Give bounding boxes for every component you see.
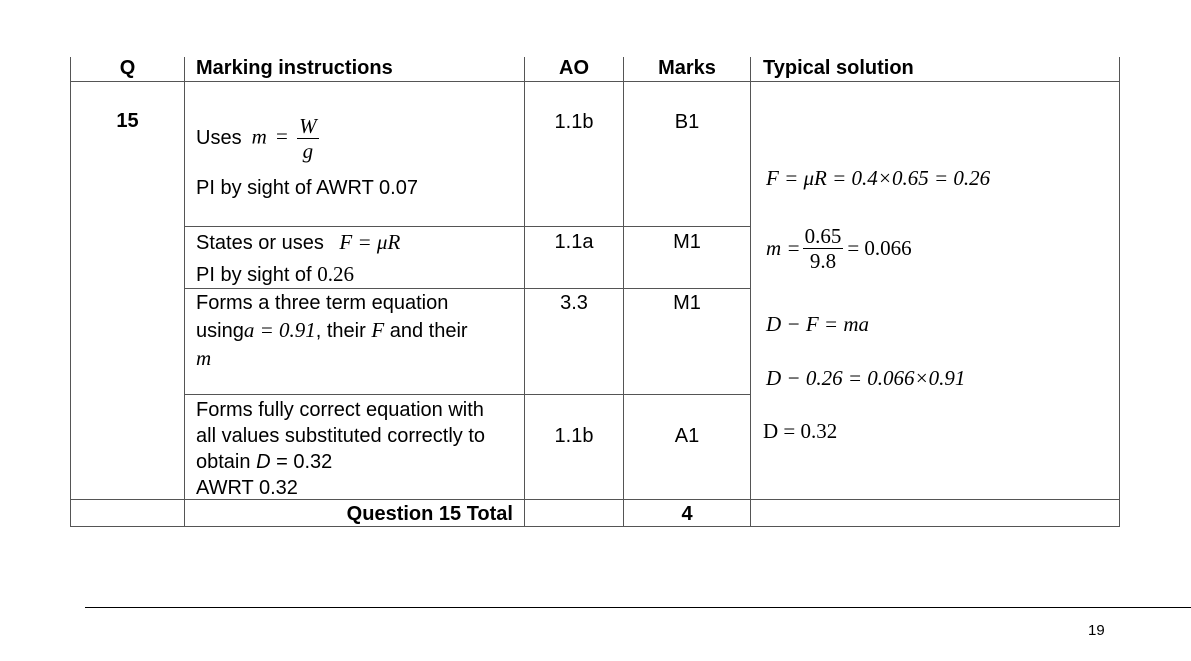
- row3-m-symbol: m: [196, 346, 212, 370]
- row1-uses-text: Uses: [196, 126, 242, 149]
- row4-D-symbol: D: [256, 451, 271, 473]
- row3-their-text: , their: [315, 320, 366, 342]
- row1-instruction-line1: [196, 110, 319, 166]
- row4-instruction-line3: [196, 450, 332, 475]
- header-bottom-line: [70, 81, 1120, 82]
- page-number: 19: [1088, 622, 1105, 639]
- header-marking-instructions: Marking instructions: [196, 57, 393, 79]
- row3-F-symbol: F: [371, 318, 385, 342]
- row3-using-text: using: [196, 320, 244, 342]
- row3-and-their-text: and their: [389, 320, 468, 342]
- row1-fraction: [297, 114, 319, 163]
- row2-instruction-line2: [196, 262, 354, 288]
- row3-a-value: a = 0.91: [243, 318, 316, 342]
- row2-bottom-line: [184, 288, 751, 289]
- row4-ao: 1.1b: [554, 425, 594, 447]
- solution-line3: D − F = ma: [766, 312, 870, 336]
- row3-bottom-line: [184, 394, 751, 395]
- row1-bottom-line: [184, 226, 751, 227]
- solution-line2-numerator: 0.65: [804, 224, 842, 248]
- solution-line2-rhs: = 0.066: [847, 236, 912, 260]
- question-number: 15: [116, 110, 139, 132]
- row3-instruction-line1: Forms a three term equation: [196, 292, 449, 314]
- row4-obtain-text: obtain: [196, 451, 251, 473]
- row1-instruction-line2: PI by sight of AWRT 0.07: [196, 177, 418, 199]
- row4-marks: A1: [674, 425, 700, 447]
- row4-instruction-line1: Forms fully correct equation with: [196, 399, 484, 421]
- footer-rule: [85, 607, 1191, 608]
- row3-ao: 3.3: [560, 292, 588, 314]
- row2-states-text: States or uses: [196, 232, 324, 254]
- header-q: Q: [119, 57, 136, 79]
- solution-line2-denominator: 9.8: [809, 249, 837, 273]
- solution-line2-lhs: m =: [766, 236, 801, 260]
- solution-line2: [766, 224, 912, 273]
- question-total-marks: 4: [681, 503, 693, 525]
- solution-line5: D = 0.32: [763, 419, 838, 443]
- row2-marks: M1: [673, 231, 701, 253]
- row2-formula: F = μR: [339, 230, 401, 254]
- row1-equals: =: [276, 123, 288, 148]
- row1-ao: 1.1b: [554, 111, 594, 133]
- row1-fraction-numerator: W: [299, 113, 317, 138]
- question-total-label: Question 15 Total: [346, 503, 513, 525]
- header-marks: Marks: [658, 57, 716, 79]
- row1-fraction-denominator: g: [302, 138, 314, 163]
- row3-instruction-line2: [196, 318, 468, 344]
- row3-marks: M1: [673, 292, 701, 314]
- row2-instruction-line1: [196, 230, 400, 256]
- row4-instruction-line4: AWRT 0.32: [196, 477, 298, 499]
- solution-line2-fraction: [803, 224, 844, 273]
- row1-marks: B1: [674, 111, 700, 133]
- row2-ao: 1.1a: [554, 231, 594, 253]
- solution-line1: F = μR = 0.4×0.65 = 0.26: [766, 166, 991, 190]
- table-divider-q: [184, 57, 185, 527]
- row1-m-symbol: m: [251, 123, 267, 148]
- table-bottom-line: [70, 526, 1120, 527]
- table-divider-marks: [750, 57, 751, 527]
- row2-pi-text: PI by sight of: [196, 264, 312, 286]
- row4-value-text: = 0.32: [276, 451, 333, 473]
- row2-value: 0.26: [317, 262, 354, 286]
- header-typical-solution: Typical solution: [763, 57, 914, 79]
- solution-line4: D − 0.26 = 0.066×0.91: [766, 366, 966, 390]
- header-ao: AO: [559, 57, 589, 79]
- table-border-right: [1119, 57, 1120, 527]
- row4-instruction-line2: all values substituted correctly to: [196, 425, 486, 447]
